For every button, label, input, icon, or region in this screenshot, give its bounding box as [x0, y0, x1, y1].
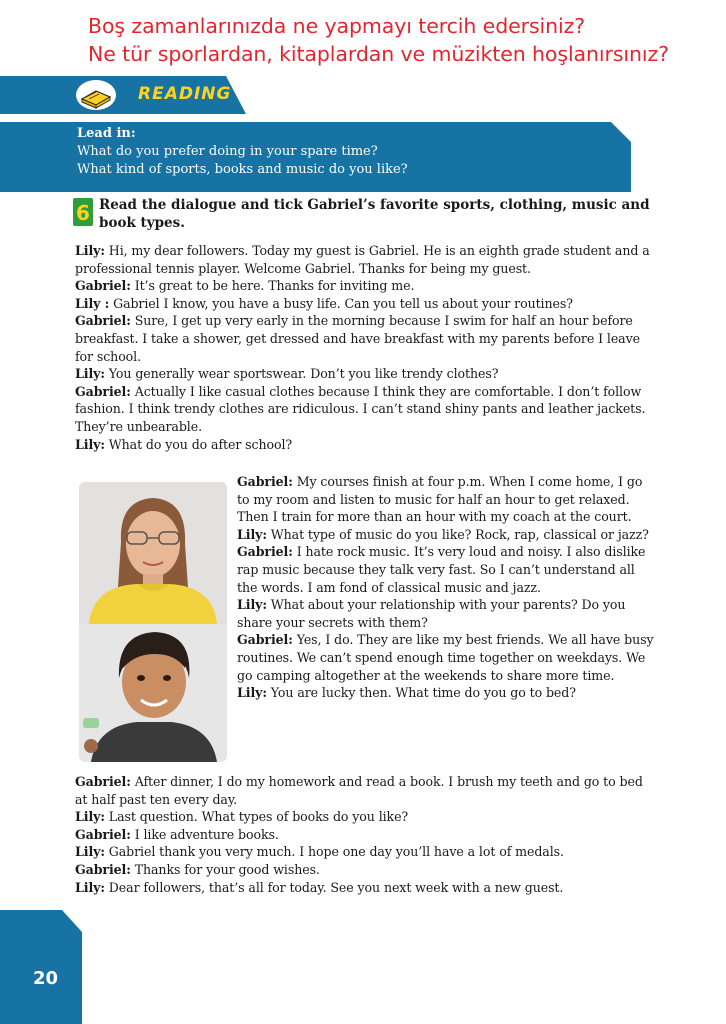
dialogue-text: You are lucky then. What time do you go to bed? — [266, 685, 576, 701]
speaker-name: Lily — [75, 844, 101, 860]
dialogue-text: Actually I like casual clothes because I think they are comfortable. I don’t follow fashion. I think trendy clothes are ridiculous. I can’t stand shiny pants and leather jackets. They’re unbearable. — [75, 383, 646, 434]
speaker-separator: : — [262, 685, 267, 701]
dialogue-text: Sure, I get up very early in the morning because I swim for half an hour before breakfast. I take a shower, get dressed and have breakfast with my parents before I leave for school. — [75, 313, 640, 364]
speaker-separator: : — [288, 474, 293, 489]
lead-in-question-1: What do you prefer doing in your spare time? — [77, 144, 378, 159]
dialogue-line — [75, 861, 655, 879]
speaker-name: Lily — [237, 685, 263, 701]
speaker-separator: : — [100, 366, 105, 382]
dialogue-text: What about your relationship with your parents? Do you share your secrets with them? — [237, 597, 626, 630]
speaker-separator: : — [126, 861, 131, 877]
dialogue-text: Dear followers, that’s all for today. See you next week with a new guest. — [104, 879, 564, 895]
dialogue-line — [237, 543, 655, 596]
dialogue-text: It’s great to be here. Thanks for inviting me. — [130, 278, 415, 294]
dialogue-part-2 — [237, 473, 655, 702]
dialogue-text: Last question. What types of books do you like? — [104, 809, 409, 825]
speaker-name: Gabriel — [75, 774, 127, 789]
dialogue-text: I hate rock music. It’s very loud and noisy. I also dislike rap music because they talk very fast. So I can’t understand all the words. I am fond of classical music and jazz. — [237, 544, 646, 595]
speaker-name: Gabriel — [237, 632, 289, 648]
dialogue-text: Gabriel I know, you have a busy life. Can you tell us about your routines? — [109, 295, 573, 311]
section-label: READING — [138, 84, 232, 104]
speaker-name: Lily — [237, 526, 263, 542]
exercise-instruction: Read the dialogue and tick Gabriel’s favorite sports, clothing, music and book types. — [99, 197, 650, 231]
video-call-photos — [79, 482, 227, 762]
dialogue-text: You generally wear sportswear. Don’t you like trendy clothes? — [104, 366, 499, 382]
dialogue-text: After dinner, I do my homework and read a book. I brush my teeth and go to bed at half past ten every day. — [75, 774, 643, 807]
speaker-separator: : — [288, 544, 293, 560]
speaker-separator: : — [262, 526, 267, 542]
speaker-name: Lily — [75, 243, 101, 258]
dialogue-line — [75, 277, 650, 295]
dialogue-line — [75, 383, 650, 436]
turkish-question-1: Boş zamanlarınızda ne yapmayı tercih edersiniz? — [88, 14, 586, 38]
dialogue-text: Yes, I do. They are like my best friends. We all have busy routines. We can’t spend enough time together on weekdays. We go camping altogether at the weekends to share more time. — [237, 632, 654, 683]
speaker-separator: : — [100, 436, 105, 452]
dialogue-line — [75, 879, 655, 897]
speaker-name: Lily — [75, 809, 101, 825]
speaker-name: Gabriel — [75, 861, 127, 877]
dialogue-line — [237, 596, 655, 631]
speaker-separator: : — [100, 243, 105, 258]
speaker-name: Lily — [237, 597, 263, 613]
dialogue-line — [75, 295, 650, 313]
video-call-image — [79, 482, 227, 762]
page-number: 20 — [33, 968, 59, 989]
speaker-separator: : — [126, 774, 131, 789]
speaker-name: Lily — [75, 295, 105, 311]
speaker-name: Gabriel — [75, 383, 127, 399]
dialogue-line — [237, 526, 655, 544]
dialogue-text: What do you do after school? — [104, 436, 293, 452]
dialogue-line — [75, 843, 655, 861]
speaker-separator: : — [100, 844, 105, 860]
book-icon — [74, 79, 118, 111]
dialogue-text: Thanks for your good wishes. — [130, 861, 320, 877]
speaker-name: Lily — [75, 879, 101, 895]
dialogue-part-1 — [75, 242, 650, 453]
dialogue-line — [75, 808, 655, 826]
dialogue-text: I like adventure books. — [130, 826, 279, 842]
speaker-name: Gabriel — [237, 474, 289, 489]
dialogue-part-3 — [75, 773, 655, 896]
dialogue-text: Gabriel thank you very much. I hope one day you’ll have a lot of medals. — [104, 844, 564, 860]
exercise-number-badge — [72, 197, 94, 227]
dialogue-text: Hi, my dear followers. Today my guest is Gabriel. He is an eighth grade student and a professional tennis player. Welcome Gabriel. Thanks for being my guest. — [75, 243, 650, 276]
speaker-name: Lily — [75, 366, 101, 382]
speaker-name: Gabriel — [237, 544, 289, 560]
speaker-separator: : — [126, 313, 131, 329]
dialogue-line — [75, 242, 650, 277]
lead-in-question-2: What kind of sports, books and music do you like? — [77, 162, 408, 177]
dialogue-line — [75, 365, 650, 383]
lead-in-title: Lead in: — [77, 126, 136, 141]
speaker-name: Lily — [75, 436, 101, 452]
speaker-name: Gabriel — [75, 313, 127, 329]
speaker-separator: : — [126, 278, 131, 294]
dialogue-line — [75, 826, 655, 844]
speaker-separator: : — [100, 809, 105, 825]
speaker-separator: : — [126, 826, 131, 842]
dialogue-line — [237, 473, 655, 526]
exercise-number: 6 — [76, 201, 90, 225]
turkish-question-2: Ne tür sporlardan, kitaplardan ve müzikten hoşlanırsınız? — [88, 42, 669, 66]
dialogue-text: What type of music do you like? Rock, rap, classical or jazz? — [266, 526, 649, 542]
lead-in — [77, 125, 408, 179]
dialogue-line — [237, 631, 655, 684]
dialogue-line — [75, 773, 655, 808]
speaker-separator: : — [104, 295, 110, 311]
speaker-separator: : — [288, 632, 293, 648]
dialogue-line — [75, 436, 650, 454]
dialogue-text: My courses finish at four p.m. When I come home, I go to my room and listen to music for half an hour to get relaxed. Then I train for more than an hour with my coach at the court. — [237, 474, 643, 525]
speaker-separator: : — [126, 383, 131, 399]
speaker-separator: : — [100, 879, 105, 895]
dialogue-line — [237, 684, 655, 702]
speaker-name: Gabriel — [75, 278, 127, 294]
speaker-name: Gabriel — [75, 826, 127, 842]
page-number-tab — [0, 910, 82, 1024]
speaker-separator: : — [262, 597, 267, 613]
dialogue-line — [75, 312, 650, 365]
